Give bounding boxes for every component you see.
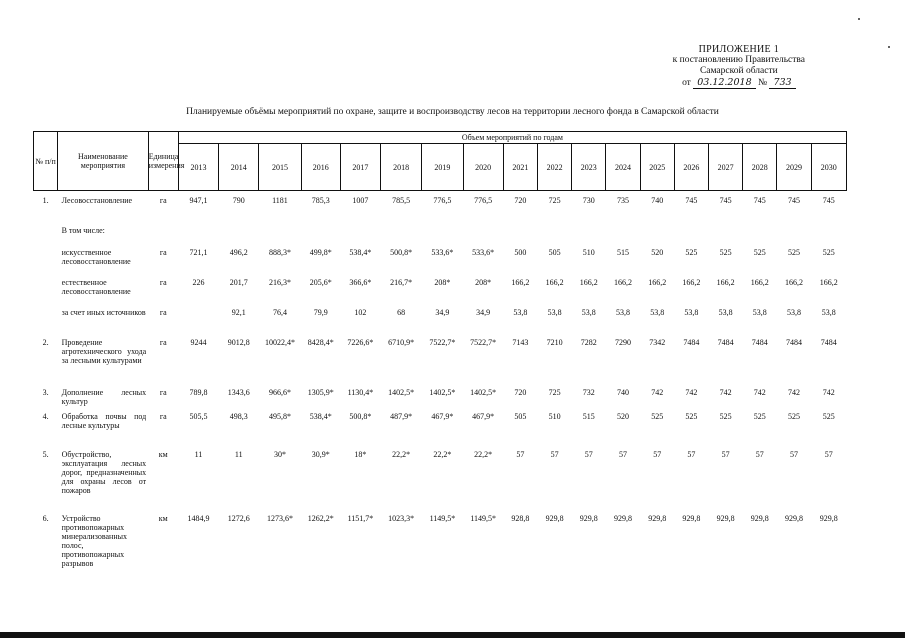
value-cell: 533,6* [472, 247, 495, 257]
value-cell: 53,8 [821, 307, 836, 317]
value-cell: 745 [753, 196, 766, 205]
value-cell: 740 [616, 387, 629, 397]
value-cell: 7290 [614, 337, 631, 347]
value-cell: 9012,8 [227, 337, 250, 347]
value-cell: 166,2 [785, 277, 803, 287]
table-row [34, 333, 847, 383]
value-cell: 6710,9* [388, 337, 415, 347]
value-cell: 92,1 [231, 307, 246, 317]
value-cell: 7522,7* [470, 337, 497, 347]
value-cell: 495,8* [268, 411, 291, 421]
unit-cell: км [158, 513, 168, 523]
value-cell: 525 [685, 411, 698, 421]
value-cell: 525 [753, 411, 766, 421]
value-cell: 166,2 [579, 277, 598, 287]
value-cell: 1149,5* [429, 513, 456, 523]
value-cell: 53,8 [752, 307, 767, 317]
value-cell: 487,9* [390, 411, 413, 421]
value-cell: 520 [651, 247, 664, 257]
measure-name: Дополнение лесных культур [61, 387, 147, 406]
value-cell: 467,9* [431, 411, 454, 421]
year-header: 2028 [743, 144, 777, 191]
value-cell [178, 303, 218, 333]
value-cell: 11 [194, 449, 203, 459]
value-cell: 720 [514, 387, 527, 397]
value-cell: 34,9 [476, 307, 491, 317]
value-cell: 1149,5* [470, 513, 497, 523]
measure-name: Лесовосстановление [61, 196, 133, 205]
value-cell: 1305,9* [307, 387, 334, 397]
row-number: 1. [42, 196, 49, 205]
value-cell: 30,9* [311, 449, 330, 459]
value-cell: 730 [582, 196, 595, 205]
year-header: 2022 [537, 144, 571, 191]
appendix-line2: Самарской области [699, 66, 778, 76]
appendix-title: ПРИЛОЖЕНИЕ 1 [698, 44, 780, 55]
value-cell: 226 [192, 277, 205, 287]
value-cell: 538,4* [349, 247, 372, 257]
value-cell: 34,9 [435, 307, 450, 317]
value-cell: 166,2 [545, 277, 564, 287]
value-cell: 57 [516, 449, 525, 459]
from-label: от [682, 78, 691, 88]
value-cell: 505,5 [189, 411, 208, 421]
value-cell: 525 [822, 411, 835, 421]
value-cell: 725 [548, 387, 561, 397]
value-cell: 68 [397, 307, 406, 317]
value-cell: 166,2 [750, 277, 769, 287]
value-cell: 725 [548, 196, 561, 205]
year-header: 2024 [606, 144, 640, 191]
value-cell: 216,7* [390, 277, 413, 287]
value-cell: 30* [273, 449, 286, 459]
value-cell: 57 [618, 449, 627, 459]
value-cell: 22,2* [392, 449, 411, 459]
measure-name: Проведение агротехнического ухода за лесными культурами [61, 337, 147, 365]
value-cell: 505 [514, 411, 527, 421]
value-cell: 53,8 [513, 307, 528, 317]
value-cell: 8428,4* [307, 337, 334, 347]
value-cell: 1402,5* [429, 387, 456, 397]
value-cell: 57 [755, 449, 764, 459]
value-cell: 498,3 [229, 411, 248, 421]
value-cell: 102 [354, 307, 367, 317]
row-number: 5. [42, 449, 49, 459]
table-row [34, 383, 847, 407]
value-cell: 53,8 [684, 307, 699, 317]
value-cell: 929,8 [579, 513, 598, 523]
value-cell: 525 [719, 247, 732, 257]
value-cell: 740 [651, 196, 664, 205]
value-cell: 785,5 [392, 196, 411, 205]
value-cell: 1272,6 [227, 513, 250, 523]
unit-cell: га [159, 337, 167, 347]
value-cell: 538,4* [309, 411, 332, 421]
value-cell: 216,3* [268, 277, 291, 287]
row-number: 3. [42, 387, 49, 397]
unit-cell: га [159, 277, 167, 287]
value-cell: 929,8 [819, 513, 838, 523]
unit-cell: га [159, 307, 167, 317]
scan-bottom-edge [0, 632, 905, 638]
value-cell: 947,1 [189, 196, 208, 205]
value-cell: 166,2 [716, 277, 735, 287]
value-cell: 525 [651, 411, 664, 421]
row-number: 2. [42, 337, 49, 347]
value-cell: 510 [582, 247, 595, 257]
appendix-header [673, 44, 805, 89]
value-cell: 785,3 [311, 196, 330, 205]
value-cell: 929,8 [648, 513, 667, 523]
unit-cell: км [158, 449, 168, 459]
value-cell: 7282 [580, 337, 597, 347]
measures-table [33, 131, 847, 573]
value-cell: 366,6* [349, 277, 372, 287]
value-cell: 7484 [786, 337, 802, 347]
value-cell: 525 [822, 247, 835, 257]
value-cell: 929,8 [716, 513, 735, 523]
value-cell: 7210 [546, 337, 563, 347]
value-cell: 57 [687, 449, 696, 459]
value-cell: 510 [548, 411, 561, 421]
appendix-date-line [673, 77, 805, 89]
value-cell: 7226,6* [347, 337, 374, 347]
unit-cell: га [159, 196, 167, 205]
row-number [34, 273, 58, 303]
row-number: 6. [42, 513, 49, 523]
decree-number: 733 [769, 77, 795, 89]
value-cell: 735 [616, 196, 629, 205]
value-cell: 53,8 [787, 307, 801, 317]
value-cell: 10022,4* [264, 337, 295, 347]
value-cell: 742 [651, 387, 664, 397]
value-cell: 500,8* [349, 411, 372, 421]
value-cell: 22,2* [433, 449, 452, 459]
year-header: 2013 [178, 144, 218, 191]
table-row [34, 243, 847, 273]
value-cell: 525 [685, 247, 698, 257]
value-cell: 1023,3* [388, 513, 415, 523]
value-cell: 467,9* [472, 411, 495, 421]
year-header: 2030 [811, 144, 846, 191]
value-cell: 57 [790, 449, 798, 459]
measure-name: искусственное лесовосстановление [61, 247, 131, 266]
value-cell: 742 [753, 387, 766, 397]
value-cell: 1484,9 [187, 513, 210, 523]
value-cell: 520 [616, 411, 629, 421]
value-cell: 166,2 [511, 277, 530, 287]
value-cell: 732 [582, 387, 595, 397]
measure-name: Устройство противопожарных минерализованных полос, противопожарных разрывов [61, 513, 127, 568]
value-cell: 500 [514, 247, 527, 257]
value-cell: 928,8 [511, 513, 530, 523]
year-header: 2016 [301, 144, 340, 191]
value-cell: 496,2 [229, 247, 248, 257]
value-cell: 929,8 [785, 513, 803, 523]
value-cell: 166,2 [648, 277, 667, 287]
year-header: 2029 [777, 144, 811, 191]
value-cell: 76,4 [272, 307, 287, 317]
value-cell: 929,8 [750, 513, 769, 523]
value-cell: 7484 [751, 337, 768, 347]
value-cell: 53,8 [581, 307, 596, 317]
value-cell: 745 [685, 196, 698, 205]
value-cell: 929,8 [545, 513, 564, 523]
value-cell: 790 [232, 196, 245, 205]
value-cell: 53,8 [547, 307, 562, 317]
value-cell: 525 [788, 411, 800, 421]
appendix-line1: к постановлению Правительства [672, 55, 805, 65]
number-label: № [758, 78, 768, 88]
value-cell: 533,6* [431, 247, 454, 257]
header-years-group: Объем мероприятий по годам [178, 132, 846, 144]
row-number [34, 243, 58, 273]
value-cell: 742 [822, 387, 835, 397]
value-cell: 7342 [649, 337, 666, 347]
unit-cell: га [159, 411, 167, 421]
value-cell: 57 [824, 449, 833, 459]
year-header: 2027 [709, 144, 743, 191]
value-cell: 1007 [352, 196, 369, 205]
year-header: 2023 [572, 144, 606, 191]
value-cell: 57 [653, 449, 662, 459]
value-cell: 742 [788, 387, 800, 397]
value-cell: 11 [234, 449, 243, 459]
scan-speck [858, 18, 860, 20]
value-cell: 57 [721, 449, 730, 459]
value-cell: 929,8 [682, 513, 701, 523]
table-row [34, 445, 847, 509]
value-cell: 525 [753, 247, 766, 257]
value-cell: 745 [788, 196, 800, 205]
value-cell: 515 [616, 247, 629, 257]
value-cell: 742 [719, 387, 732, 397]
value-cell: 888,3* [268, 247, 291, 257]
year-header: 2021 [503, 144, 537, 191]
value-cell: 208* [434, 277, 451, 287]
value-cell: 7143 [512, 337, 529, 347]
year-header: 2014 [219, 144, 259, 191]
value-cell: 776,5 [433, 196, 452, 205]
value-cell: 721,1 [189, 247, 208, 257]
value-cell: 966,6* [268, 387, 291, 397]
value-cell: 166,2 [682, 277, 701, 287]
value-cell: 79,9 [313, 307, 328, 317]
measure-name: Обустройство, эксплуатация лесных дорог, предназначенных для охраны лесов от пожаров [61, 449, 147, 495]
value-cell: 9244 [190, 337, 207, 347]
value-cell: 515 [582, 411, 595, 421]
header-unit: Единица измерения [148, 132, 178, 191]
header-name: Наименование мероприятия [58, 132, 149, 191]
table-row [34, 273, 847, 303]
unit-cell: га [159, 247, 167, 257]
value-cell: 166,2 [819, 277, 838, 287]
value-cell: 1273,6* [266, 513, 293, 523]
value-cell: 499,8* [309, 247, 332, 257]
table-row [34, 303, 847, 333]
header-num: № п/п [34, 132, 58, 191]
value-cell: 525 [719, 411, 732, 421]
subheader-cell: В том числе: [61, 225, 105, 235]
value-cell: 742 [685, 387, 698, 397]
value-cell: 500,8* [390, 247, 413, 257]
value-cell: 57 [584, 449, 593, 459]
value-cell: 1181 [272, 196, 288, 205]
value-cell: 1130,4* [347, 387, 374, 397]
value-cell: 525 [788, 247, 800, 257]
value-cell: 7484 [683, 337, 700, 347]
value-cell: 1402,5* [470, 387, 497, 397]
row-number [34, 303, 58, 333]
row-number: 4. [42, 411, 49, 421]
value-cell: 745 [719, 196, 732, 205]
value-cell: 1343,6 [227, 387, 250, 397]
table-row [34, 221, 847, 243]
year-header: 2020 [463, 144, 503, 191]
value-cell: 720 [514, 196, 527, 205]
year-header: 2018 [381, 144, 422, 191]
measure-name: естественное лесовосстановление [61, 277, 131, 296]
document-title: Планируемые объёмы мероприятий по охране, защите и воспроизводству лесов на территории лесного фонда в Самарской области [186, 107, 719, 117]
table-row [34, 509, 847, 573]
value-cell: 22,2* [474, 449, 493, 459]
value-cell: 53,8 [615, 307, 630, 317]
value-cell: 929,8 [613, 513, 632, 523]
value-cell: 745 [822, 196, 835, 205]
measure-name: за счет иных источников [61, 307, 146, 317]
table-row [34, 407, 847, 445]
year-header: 2025 [640, 144, 674, 191]
value-cell: 7484 [717, 337, 734, 347]
year-header: 2017 [340, 144, 380, 191]
year-header: 2026 [674, 144, 708, 191]
value-cell: 1402,5* [388, 387, 415, 397]
decree-date: 03.12.2018 [693, 77, 755, 89]
value-cell: 1262,2* [307, 513, 334, 523]
value-cell: 789,8 [189, 387, 208, 397]
scan-speck [888, 46, 890, 48]
value-cell: 201,7 [229, 277, 248, 287]
value-cell: 505 [548, 247, 561, 257]
table-row [34, 191, 847, 221]
value-cell: 205,6* [309, 277, 332, 287]
value-cell: 166,2 [613, 277, 632, 287]
value-cell: 208* [475, 277, 492, 287]
year-header: 2019 [422, 144, 463, 191]
value-cell: 7484 [820, 337, 837, 347]
value-cell: 57 [550, 449, 559, 459]
value-cell: 1151,7* [347, 513, 374, 523]
value-cell: 776,5 [474, 196, 493, 205]
unit-cell: га [159, 387, 167, 397]
value-cell: 53,8 [718, 307, 733, 317]
value-cell: 53,8 [650, 307, 665, 317]
value-cell: 7522,7* [429, 337, 456, 347]
table-body [34, 191, 847, 573]
year-header: 2015 [259, 144, 301, 191]
measure-name: Обработка почвы под лесные культуры [61, 411, 147, 430]
value-cell: 18* [354, 449, 367, 459]
